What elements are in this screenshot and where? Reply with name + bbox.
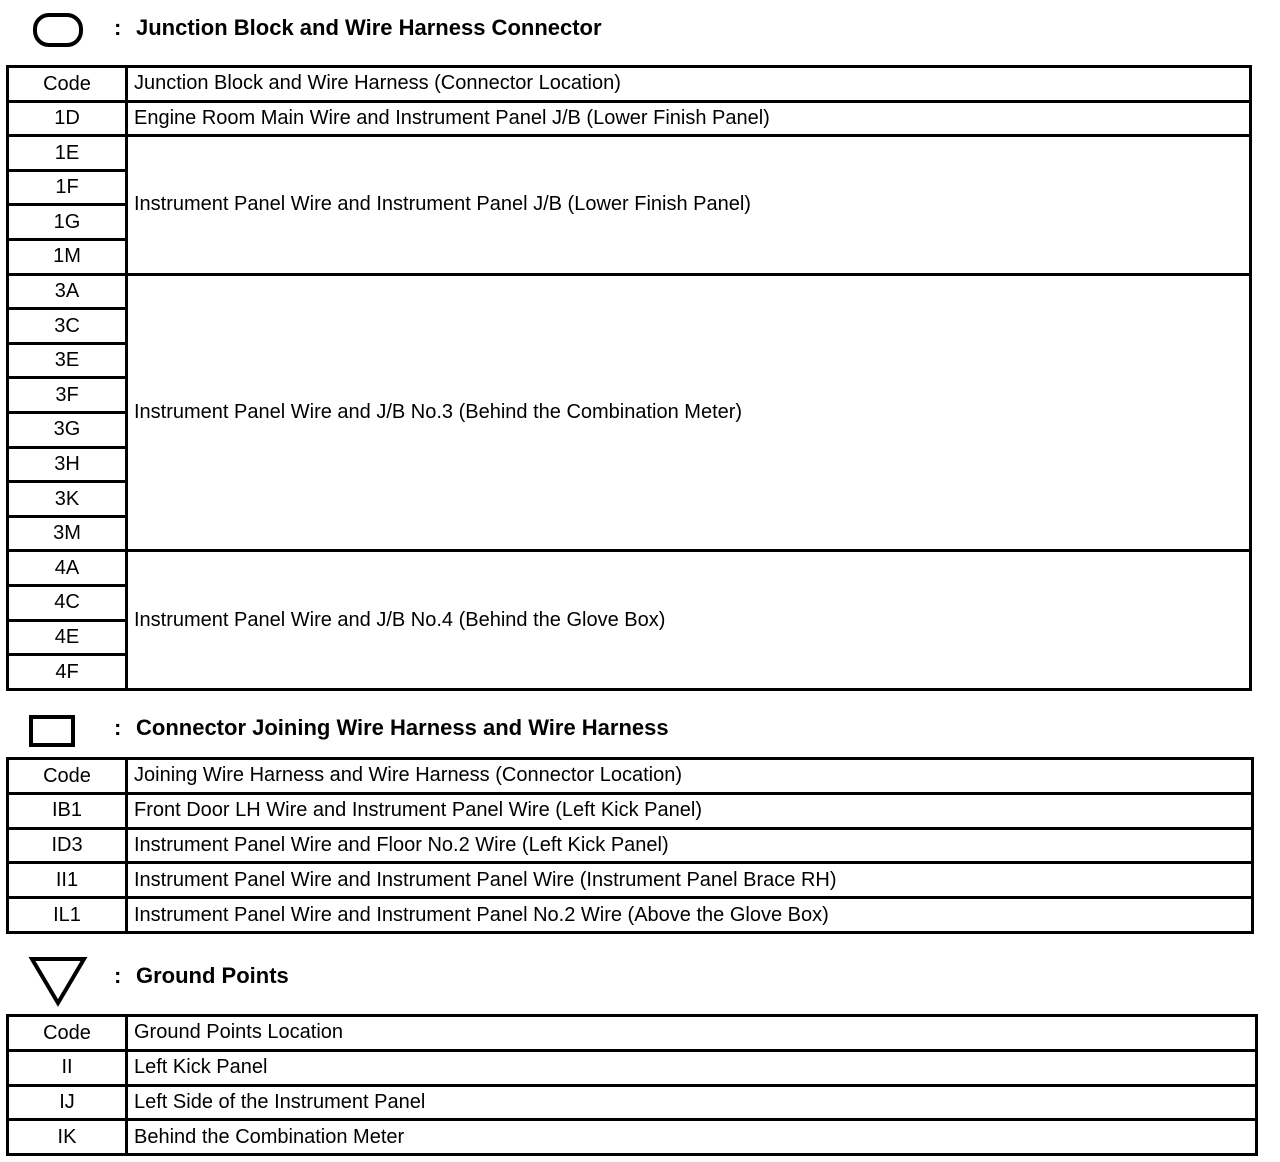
code-cell: 4F	[8, 655, 127, 690]
code-cell: 3K	[8, 482, 127, 517]
location-cell: Front Door LH Wire and Instrument Panel Wire (Left Kick Panel)	[127, 793, 1253, 828]
code-cell: IJ	[8, 1085, 127, 1120]
table-row	[8, 1085, 1257, 1120]
code-cell: 4E	[8, 620, 127, 655]
location-cell: Instrument Panel Wire and J/B No.4 (Behind the Glove Box)	[127, 551, 1251, 689]
triangle-down-icon	[28, 955, 88, 1007]
code-cell: IB1	[8, 793, 127, 828]
code-cell: II	[8, 1050, 127, 1085]
table-header-row	[8, 1016, 1257, 1051]
rounded-rect-icon	[32, 12, 84, 48]
code-cell: 4C	[8, 585, 127, 620]
location-cell: Instrument Panel Wire and J/B No.3 (Behind the Combination Meter)	[127, 274, 1251, 551]
header-code: Code	[8, 1016, 127, 1051]
code-cell: 1D	[8, 101, 127, 136]
code-cell: 3C	[8, 309, 127, 344]
code-cell: 1G	[8, 205, 127, 240]
colon: :	[114, 715, 122, 740]
location-cell: Instrument Panel Wire and Floor No.2 Wire (Left Kick Panel)	[127, 828, 1253, 863]
location-cell: Instrument Panel Wire and Instrument Panel Wire (Instrument Panel Brace RH)	[127, 863, 1253, 898]
code-cell: IL1	[8, 898, 127, 933]
table-row	[8, 828, 1253, 863]
table-row	[8, 274, 1251, 309]
code-cell: 4A	[8, 551, 127, 586]
ground-points-table	[6, 1014, 1258, 1156]
table-row	[8, 101, 1251, 136]
code-cell: 3F	[8, 378, 127, 413]
location-cell: Left Kick Panel	[127, 1050, 1257, 1085]
section-title: : Connector Joining Wire Harness and Wire Harness	[114, 715, 669, 740]
code-cell: 3G	[8, 412, 127, 447]
section-title: : Junction Block and Wire Harness Connector	[114, 15, 602, 40]
table-header-row	[8, 67, 1251, 102]
junction-block-table	[6, 65, 1252, 691]
table-row	[8, 1120, 1257, 1155]
header-description: Ground Points Location	[127, 1016, 1257, 1051]
code-cell: 1E	[8, 136, 127, 171]
code-cell: 3A	[8, 274, 127, 309]
table-row	[8, 793, 1253, 828]
colon: :	[114, 15, 122, 40]
code-cell: 3E	[8, 343, 127, 378]
code-cell: 3H	[8, 447, 127, 482]
code-cell: 3M	[8, 516, 127, 551]
rectangle-icon	[28, 712, 78, 750]
code-cell: ID3	[8, 828, 127, 863]
location-cell: Instrument Panel Wire and Instrument Panel No.2 Wire (Above the Glove Box)	[127, 898, 1253, 933]
section-title: : Ground Points	[114, 963, 289, 988]
table-row	[8, 898, 1253, 933]
location-cell: Left Side of the Instrument Panel	[127, 1085, 1257, 1120]
table-row	[8, 551, 1251, 586]
table-row	[8, 136, 1251, 171]
header-code: Code	[8, 67, 127, 102]
code-cell: IK	[8, 1120, 127, 1155]
colon: :	[114, 963, 122, 988]
location-cell: Engine Room Main Wire and Instrument Panel J/B (Lower Finish Panel)	[127, 101, 1251, 136]
connector-joining-table	[6, 757, 1254, 934]
header-description: Junction Block and Wire Harness (Connector Location)	[127, 67, 1251, 102]
table-row	[8, 863, 1253, 898]
table-header-row	[8, 759, 1253, 794]
code-cell: 1F	[8, 170, 127, 205]
header-code: Code	[8, 759, 127, 794]
location-cell: Instrument Panel Wire and Instrument Panel J/B (Lower Finish Panel)	[127, 136, 1251, 274]
code-cell: 1M	[8, 239, 127, 274]
header-description: Joining Wire Harness and Wire Harness (Connector Location)	[127, 759, 1253, 794]
table-row	[8, 1050, 1257, 1085]
code-cell: II1	[8, 863, 127, 898]
location-cell: Behind the Combination Meter	[127, 1120, 1257, 1155]
